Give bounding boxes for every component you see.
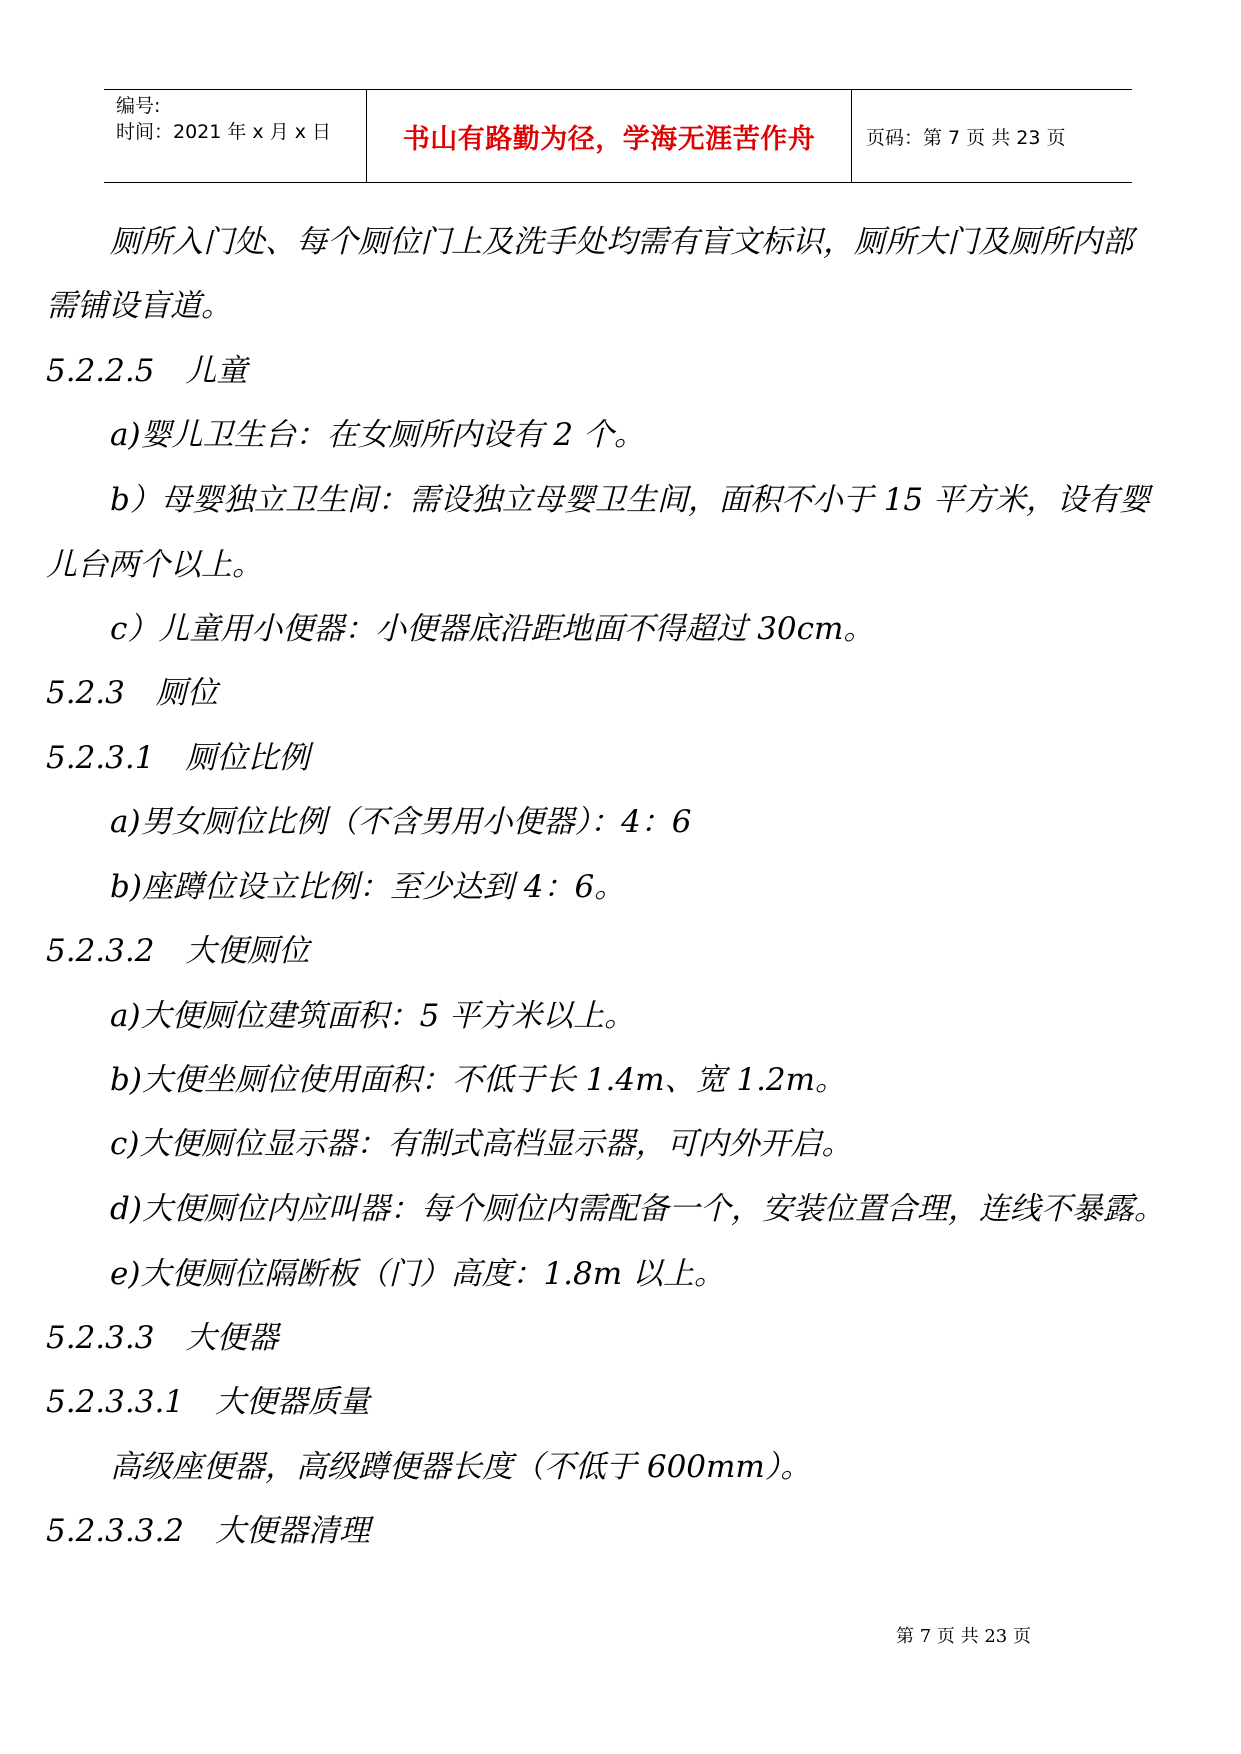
list-item: a)男女厕位比例（不含男用小便器）：4：6	[110, 804, 692, 840]
document-number-label: 编号:	[116, 95, 161, 117]
list-item: b)座蹲位设立比例：至少达到 4：6。	[110, 869, 626, 905]
section-heading: 5.2.3.3.1 大便器质量	[46, 1384, 371, 1420]
section-heading: 5.2.3 厕位	[46, 675, 218, 711]
header-meta-cell	[104, 90, 366, 182]
page-footer: 第 7 页 共 23 页	[896, 1626, 1031, 1647]
list-item: b）母婴独立卫生间：需设独立母婴卫生间，面积不小于 15 平方米，设有婴	[110, 482, 1150, 518]
header-page-info: 页码：第 7 页 共 23 页	[866, 126, 1066, 149]
page-header	[104, 89, 1132, 183]
list-item: a)婴儿卫生台：在女厕所内设有 2 个。	[110, 417, 646, 453]
header-motto-cell	[366, 90, 852, 182]
section-heading: 5.2.3.2 大便厕位	[46, 933, 310, 969]
section-heading: 5.2.2.5 儿童	[46, 353, 248, 389]
list-item: a)大便厕位建筑面积：5 平方米以上。	[110, 998, 636, 1034]
list-item: c）儿童用小便器：小便器底沿距地面不得超过 30cm。	[110, 611, 875, 647]
list-item: d)大便厕位内应叫器：每个厕位内需配备一个，安装位置合理，连线不暴露。	[110, 1191, 1165, 1227]
section-heading: 5.2.3.3 大便器	[46, 1320, 279, 1356]
paragraph-line: 需铺设盲道。	[46, 288, 232, 324]
section-heading: 5.2.3.3.2 大便器清理	[46, 1513, 371, 1549]
paragraph-line: 厕所入门处、每个厕位门上及洗手处均需有盲文标识，厕所大门及厕所内部	[110, 224, 1133, 260]
header-motto: 书山有路勤为径，学海无涯苦作舟	[402, 123, 816, 155]
list-item: c)大便厕位显示器：有制式高档显示器，可内外开启。	[110, 1126, 853, 1162]
list-item: e)大便厕位隔断板（门）高度：1.8m 以上。	[110, 1256, 725, 1292]
paragraph-line: 儿台两个以上。	[46, 547, 263, 583]
paragraph-line: 高级座便器，高级蹲便器长度（不低于 600mm）。	[110, 1449, 812, 1485]
list-item: b)大便坐厕位使用面积：不低于长 1.4m、宽 1.2m。	[110, 1062, 847, 1098]
section-heading: 5.2.3.1 厕位比例	[46, 740, 310, 776]
document-time-label: 时间：2021 年 x 月 x 日	[116, 121, 332, 143]
header-page-cell	[852, 90, 1132, 182]
